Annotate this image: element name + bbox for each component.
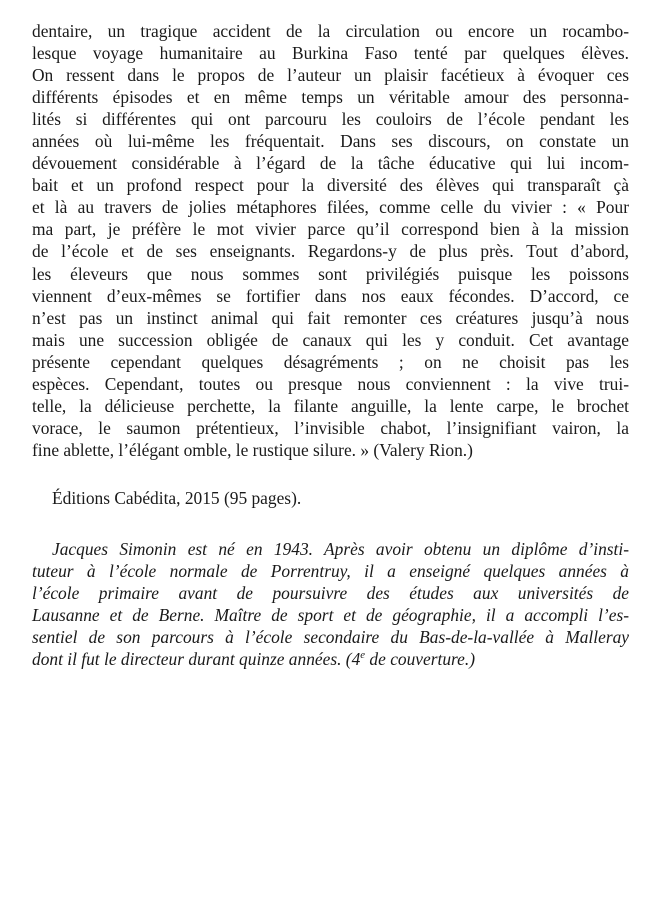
text-line: et là au travers de jolies métaphores filées, comme celle du vivier : « Pour [32,197,629,218]
text-line: espèces. Cependant, toutes ou presque nous conviennent : la vive trui- [32,373,629,394]
text-line: mais une succession obligée de canaux qui les y conduit. Cet avantage [32,329,629,350]
bio-line: sentiel de son parcours à l’école secondaire du Bas-de-la-vallée à Malleray [32,627,629,648]
author-bio [32,538,629,670]
text-line: ma part, je préfère le mot vivier parce qu’il correspond bien à la mission [32,219,629,240]
bio-line: Jacques Simonin est né en 1943. Après avoir obtenu un diplôme d’insti- [52,538,629,559]
bio-last-tail: de couverture.) [365,649,476,670]
text-line: lesque voyage humanitaire au Burkina Faso tenté par quelques élèves. [32,43,629,64]
text-line: vorace, le saumon prétentieux, l’invisible chabot, l’insignifiant vairon, la [32,417,629,438]
text-line: dévouement considérable à l’égard de la tâche éducative qui lui incom- [32,153,629,174]
text-line: fine ablette, l’élégant omble, le rustique silure. » (Valery Rion.) [32,439,473,460]
text-line: n’est pas un instinct animal qui fait remonter ces créatures jusqu’à nous [32,307,629,328]
text-line: dentaire, un tragique accident de la circulation ou encore un rocambo- [32,21,629,41]
bio-last-text: dont il fut le directeur durant quinze années. (4 [32,649,361,670]
text-line: bait et un profond respect pour la diversité des élèves qui transparaît çà [32,175,629,196]
text-line: années où lui-même les fréquentait. Dans ses discours, on constate un [32,131,629,152]
bio-line: Lausanne et de Berne. Maître de sport et de géographie, il a accompli l’es- [32,605,629,626]
bio-line: tuteur à l’école normale de Porrentruy, il a enseigné quelques années à [32,561,629,582]
text-line: les éleveurs que nous sommes sont privilégiés puisque les poissons [32,263,629,284]
spacer [32,509,629,538]
text-line: différents épisodes et en même temps un véritable amour des personna- [32,87,629,108]
text-line: On ressent dans le propos de l’auteur un plaisir facétieux à évoquer ces [32,65,629,86]
bio-line: l’école primaire avant de poursuivre des études aux universités de [32,583,629,604]
page-content [32,20,629,670]
review-paragraph [32,20,629,461]
superscript-e: e [360,649,366,662]
text-line: présente cependant quelques désagréments ; on ne choisit pas les [32,351,629,372]
bio-line [32,648,629,670]
text-line: de l’école et de ses enseignants. Regardons-y de plus près. Tout d’abord, [32,241,629,262]
text-line: lités si différentes qui ont parcouru les couloirs de l’école pendant les [32,109,629,130]
text-line: telle, la délicieuse perchette, la filante anguille, la lente carpe, le brochet [32,395,629,416]
text-line: viennent d’eux-mêmes se fortifier dans nos eaux fécondes. D’accord, ce [32,285,629,306]
edition-info [32,487,629,509]
edition-line: Éditions Cabédita, 2015 (95 pages). [52,487,302,508]
spacer [32,461,629,487]
